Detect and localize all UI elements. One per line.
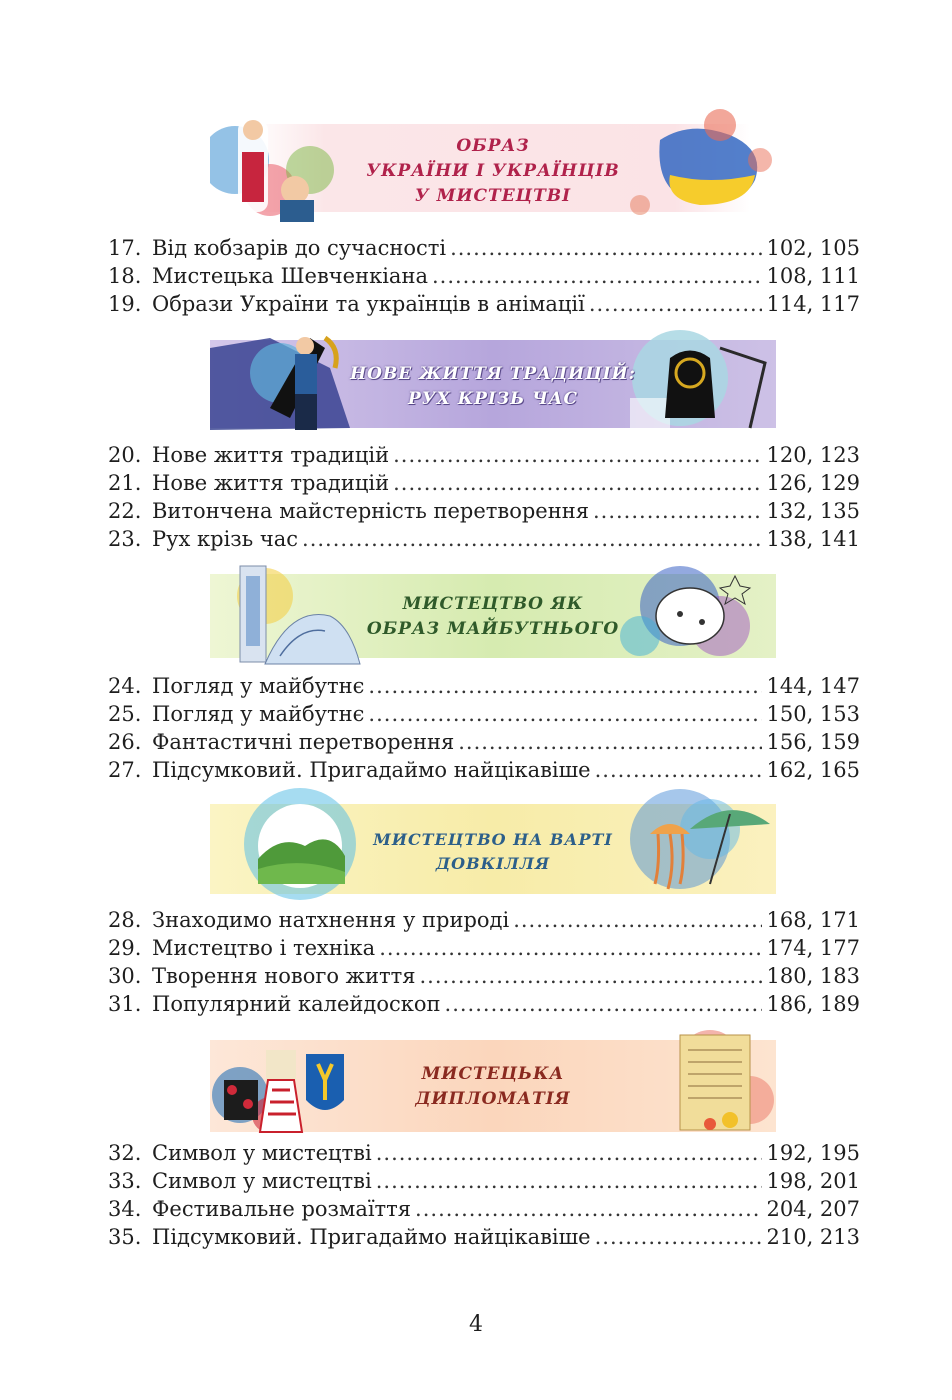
entry-number: 21. xyxy=(108,471,142,495)
toc-entry[interactable] xyxy=(108,525,860,553)
section-title xyxy=(210,362,776,412)
entry-number: 31. xyxy=(108,992,142,1016)
toc-entry[interactable] xyxy=(108,962,860,990)
entry-pages: 174, 177 xyxy=(766,936,860,960)
entry-pages: 108, 111 xyxy=(766,264,860,288)
entry-number: 33. xyxy=(108,1169,142,1193)
dot-leader xyxy=(513,906,762,934)
entry-title: Фестивальне розмаїття xyxy=(152,1197,412,1221)
toc-section-2 xyxy=(108,441,860,553)
section-title-line: МИСТЕЦТВО ЯК xyxy=(402,594,584,614)
dot-leader xyxy=(368,700,762,728)
dot-leader xyxy=(302,525,762,553)
dot-leader xyxy=(419,962,762,990)
entry-number: 35. xyxy=(108,1225,142,1249)
dot-leader xyxy=(368,672,762,700)
section-title-line: МИСТЕЦЬКА xyxy=(421,1064,565,1084)
dot-leader xyxy=(393,441,762,469)
toc-entry[interactable] xyxy=(108,672,860,700)
section-banner-art-diplomacy xyxy=(210,1020,776,1140)
entry-number: 24. xyxy=(108,674,142,698)
entry-pages: 156, 159 xyxy=(766,730,860,754)
dot-leader xyxy=(450,234,762,262)
toc-entry[interactable] xyxy=(108,1223,860,1251)
entry-pages: 150, 153 xyxy=(766,702,860,726)
entry-title: Мистецтво і техніка xyxy=(152,936,376,960)
entry-title: Символ у мистецтві xyxy=(152,1169,372,1193)
entry-title: Символ у мистецтві xyxy=(152,1141,372,1165)
toc-entry[interactable] xyxy=(108,1195,860,1223)
entry-title: Фантастичні перетворення xyxy=(152,730,455,754)
entry-title: Підсумковий. Пригадаймо найцікавіше xyxy=(152,1225,591,1249)
entry-number: 34. xyxy=(108,1197,142,1221)
section-title-line: ДИПЛОМАТІЯ xyxy=(415,1089,571,1109)
entry-pages: 198, 201 xyxy=(766,1169,860,1193)
entry-pages: 144, 147 xyxy=(766,674,860,698)
entry-pages: 180, 183 xyxy=(766,964,860,988)
entry-number: 25. xyxy=(108,702,142,726)
section-title-line: У МИСТЕЦТВІ xyxy=(414,186,572,206)
page-number: 4 xyxy=(469,1312,483,1337)
section-title xyxy=(210,134,776,209)
entry-number: 17. xyxy=(108,236,142,260)
toc-entry[interactable] xyxy=(108,469,860,497)
entry-pages: 192, 195 xyxy=(766,1141,860,1165)
toc-entry[interactable] xyxy=(108,990,860,1018)
dot-leader xyxy=(376,1167,763,1195)
toc-entry[interactable] xyxy=(108,700,860,728)
entry-title: Рух крізь час xyxy=(152,527,299,551)
entry-title: Мистецька Шевченкіана xyxy=(152,264,428,288)
entry-pages: 168, 171 xyxy=(766,908,860,932)
toc-entry[interactable] xyxy=(108,1167,860,1195)
dot-leader xyxy=(415,1195,762,1223)
toc-section-1 xyxy=(108,234,860,318)
entry-number: 29. xyxy=(108,936,142,960)
entry-number: 30. xyxy=(108,964,142,988)
toc-entry[interactable] xyxy=(108,1139,860,1167)
entry-pages: 120, 123 xyxy=(766,443,860,467)
entry-number: 32. xyxy=(108,1141,142,1165)
section-title xyxy=(210,592,776,642)
toc-section-3 xyxy=(108,672,860,784)
toc-entry[interactable] xyxy=(108,262,860,290)
entry-title: Витончена майстерність перетворення xyxy=(152,499,589,523)
dot-leader xyxy=(589,290,763,318)
entry-pages: 162, 165 xyxy=(766,758,860,782)
section-title-line: ОБРАЗ xyxy=(456,136,530,156)
entry-pages: 186, 189 xyxy=(766,992,860,1016)
toc-entry[interactable] xyxy=(108,756,860,784)
entry-number: 27. xyxy=(108,758,142,782)
section-title-line: ДОВКІЛЛЯ xyxy=(435,854,551,873)
entry-title: Погляд у майбутнє xyxy=(152,702,365,726)
toc-entry[interactable] xyxy=(108,234,860,262)
section-banner-art-guarding-environment xyxy=(210,784,776,904)
dot-leader xyxy=(376,1139,763,1167)
section-banner-image-of-ukraine xyxy=(210,100,776,228)
entry-title: Підсумковий. Пригадаймо найцікавіше xyxy=(152,758,591,782)
section-title-line: УКРАЇНИ І УКРАЇНЦІВ xyxy=(366,161,620,181)
dot-leader xyxy=(393,469,762,497)
entry-pages: 126, 129 xyxy=(766,471,860,495)
section-title xyxy=(210,1062,776,1112)
section-title xyxy=(210,828,776,876)
entry-pages: 138, 141 xyxy=(766,527,860,551)
entry-title: Знаходимо натхнення у природі xyxy=(152,908,510,932)
section-title-line: РУХ КРІЗЬ ЧАС xyxy=(408,389,578,409)
toc-entry[interactable] xyxy=(108,728,860,756)
entry-title: Творення нового життя xyxy=(152,964,416,988)
entry-number: 23. xyxy=(108,527,142,551)
entry-title: Погляд у майбутнє xyxy=(152,674,365,698)
toc-section-5 xyxy=(108,1139,860,1251)
entry-number: 28. xyxy=(108,908,142,932)
entry-title: Нове життя традицій xyxy=(152,471,390,495)
entry-title: Популярний калейдоскоп xyxy=(152,992,441,1016)
entry-number: 26. xyxy=(108,730,142,754)
dot-leader xyxy=(445,990,763,1018)
section-title-line: ОБРАЗ МАЙБУТНЬОГО xyxy=(366,619,620,639)
entry-pages: 204, 207 xyxy=(766,1197,860,1221)
entry-number: 18. xyxy=(108,264,142,288)
entry-pages: 210, 213 xyxy=(766,1225,860,1249)
entry-title: Від кобзарів до сучасності xyxy=(152,236,447,260)
dot-leader xyxy=(595,1223,763,1251)
section-title-line: МИСТЕЦТВО НА ВАРТІ xyxy=(373,830,613,849)
entry-title: Образи України та українців в анімації xyxy=(152,292,585,316)
entry-number: 22. xyxy=(108,499,142,523)
entry-pages: 102, 105 xyxy=(766,236,860,260)
section-banner-new-life-of-traditions xyxy=(210,318,776,440)
toc-section-4 xyxy=(108,906,860,1018)
section-title-line: НОВЕ ЖИТТЯ ТРАДИЦІЙ: xyxy=(350,364,636,384)
dot-leader xyxy=(458,728,762,756)
entry-number: 20. xyxy=(108,443,142,467)
entry-title: Нове життя традицій xyxy=(152,443,390,467)
dot-leader xyxy=(595,756,763,784)
entry-pages: 132, 135 xyxy=(766,499,860,523)
entry-number: 19. xyxy=(108,292,142,316)
dot-leader xyxy=(379,934,762,962)
toc-entry[interactable] xyxy=(108,934,860,962)
dot-leader xyxy=(432,262,763,290)
section-banner-art-as-image-of-future xyxy=(210,556,776,670)
toc-entry[interactable] xyxy=(108,441,860,469)
toc-entry[interactable] xyxy=(108,290,860,318)
dot-leader xyxy=(593,497,763,525)
entry-pages: 114, 117 xyxy=(766,292,860,316)
toc-entry[interactable] xyxy=(108,497,860,525)
toc-entry[interactable] xyxy=(108,906,860,934)
